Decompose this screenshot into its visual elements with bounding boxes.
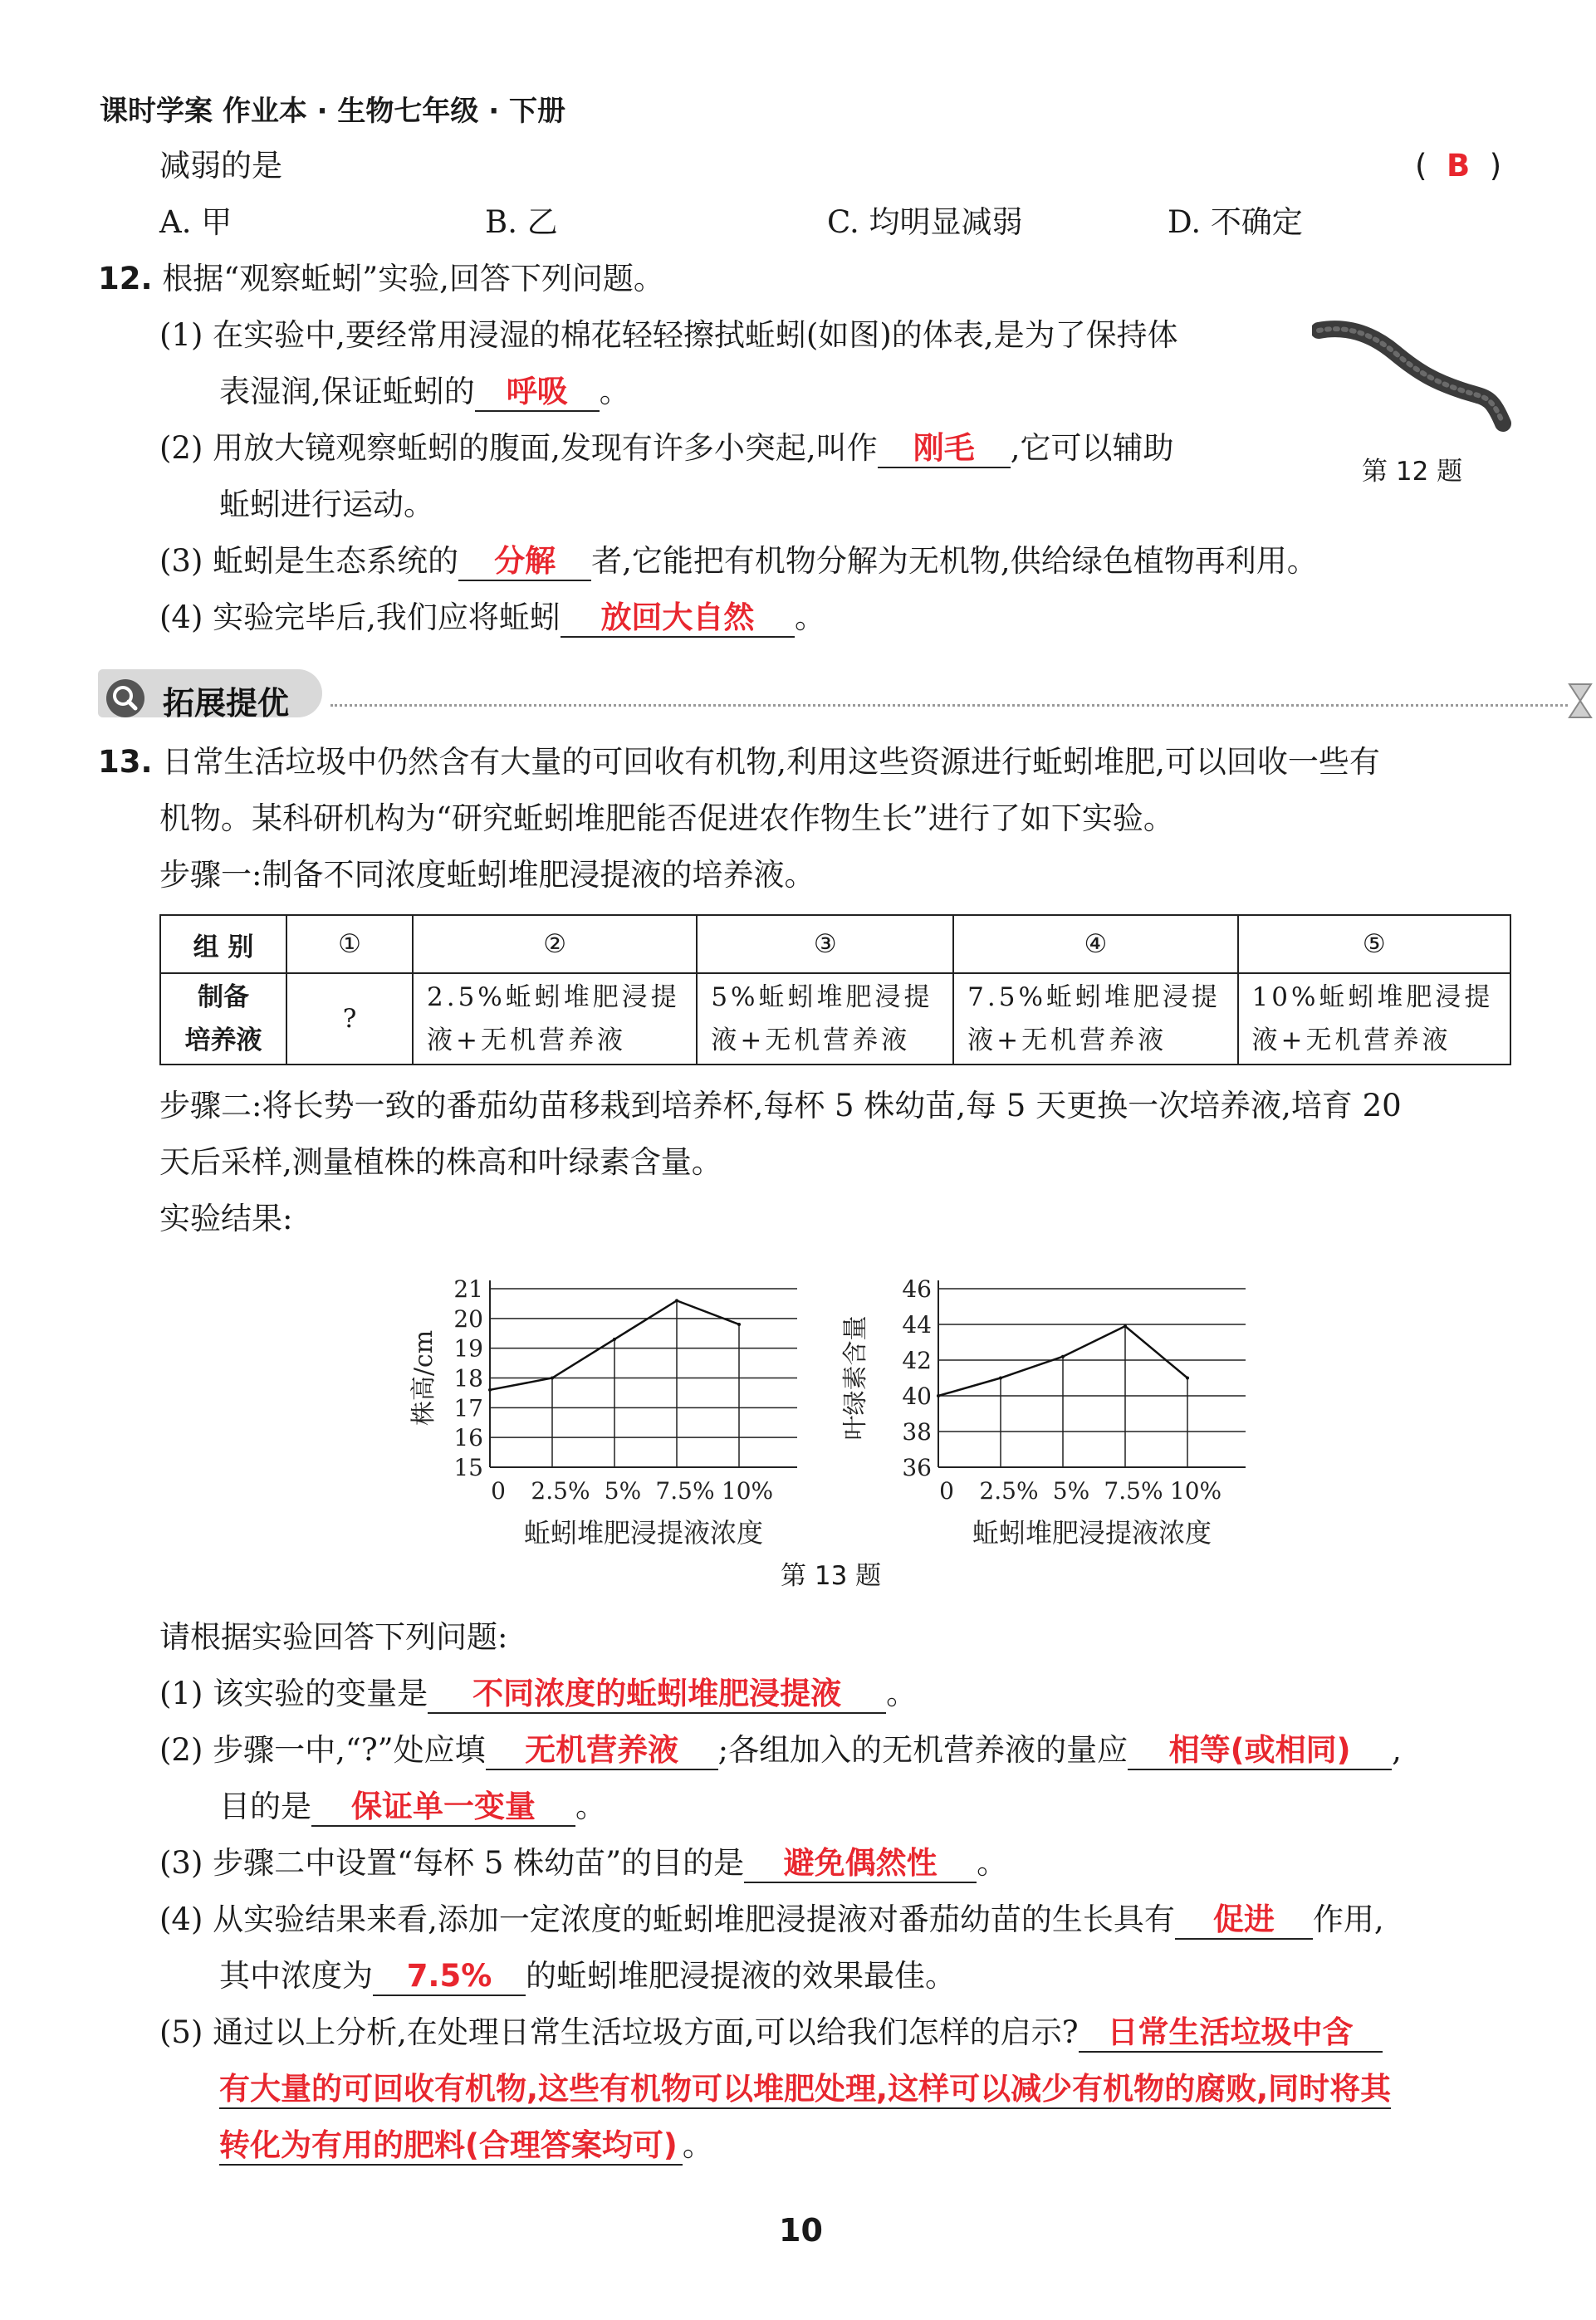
q12-part3-text: (3) 蚯蚓是生态系统的 [159,543,459,579]
q13-answer-2b [219,1787,606,1827]
q11-option-b: B. 乙 [485,204,558,240]
q12-stem-line [98,259,664,299]
x-tick-label: 5% [604,1477,642,1505]
q12-part2-b: 蚯蚓进行运动。 [219,487,434,522]
y-tick-label: 46 [902,1275,932,1303]
q12-part2-a-text: (2) 用放大镜观察蚯蚓的腹面,发现有许多小突起,叫作 [159,430,878,466]
table-row-label-2: 培养液 [184,1025,262,1055]
q12-part2-a [159,428,1173,468]
q12-part3-answer: 分解 [494,543,556,579]
x-tick-label: 7.5% [655,1477,715,1505]
q13-a1-blank[interactable] [428,1676,886,1714]
x-tick-label: 2.5% [531,1477,590,1505]
q12-part4-text: (4) 实验完毕后,我们应将蚯蚓 [159,600,561,635]
q13-a2-text: (2) 步骤一中,“?”处应填 [159,1732,486,1768]
y-tick-label: 42 [902,1347,932,1374]
q12-figure-caption: 第 12 题 [1362,457,1463,487]
x-tick-label: 5% [1052,1477,1090,1505]
table-cell-3: 5%蚯蚓堆肥浸提液+无机营养液 [697,973,953,1065]
q13-a2-blank-3[interactable] [311,1789,575,1827]
table-cell-5: 10%蚯蚓堆肥浸提液+无机营养液 [1238,973,1511,1065]
q13-a5-blank-2[interactable] [219,2071,1391,2109]
q13-number: 13. [98,744,153,780]
earthworm-image [1312,307,1520,448]
y-tick-label: 36 [902,1454,932,1481]
x-tick-label: 0 [939,1477,954,1505]
q12-part2-blank[interactable] [878,430,1011,468]
q12-stem: 根据“观察蚯蚓”实验,回答下列问题。 [162,261,664,296]
table-cell-2: 2.5%蚯蚓堆肥浸提液+无机营养液 [413,973,697,1065]
q13-a4-text: (4) 从实验结果来看,添加一定浓度的蚯蚓堆肥浸提液对番茄幼苗的生长具有 [159,1902,1175,1937]
q13-stem-b: 机物。某科研机构为“研究蚯蚓堆肥能否促进农作物生长”进行了如下实验。 [159,800,1174,836]
q13-answer-2 [159,1730,1402,1770]
table-body-row [160,973,1510,1065]
data-point [488,1388,492,1392]
q13-answer-5b [219,2069,1391,2109]
section-divider [330,704,1568,707]
q13-a4b-text: 其中浓度为 [219,1958,373,1994]
x-axis-label: 蚯蚓堆肥浸提液浓度 [523,1517,764,1546]
q11-stem-tail: 减弱的是 [159,148,282,184]
hourglass-icon [1566,681,1594,721]
y-tick-label: 17 [453,1394,483,1422]
q13-a4-blank-1[interactable] [1175,1902,1313,1940]
culture-table [159,914,1511,1065]
plant-height-chart [407,1255,839,1546]
q13-a2b-text: 目的是 [219,1789,311,1824]
data-point [1186,1377,1189,1380]
q12-part1-a: (1) 在实验中,要经常用浸湿的棉花轻轻擦拭蚯蚓(如图)的体表,是为了保持体 [159,317,1178,353]
data-point [1061,1355,1065,1358]
q13-a4-end: 作用, [1312,1902,1384,1937]
q13-a2-answer-3: 保证单一变量 [351,1789,536,1824]
x-axis-label: 蚯蚓堆肥浸提液浓度 [972,1517,1212,1546]
table-group-2: ② [413,915,697,973]
q13-a5-blank-1[interactable] [1079,2014,1383,2053]
y-tick-label: 18 [453,1364,483,1392]
q13-a1-answer: 不同浓度的蚯蚓堆肥浸提液 [472,1676,842,1711]
y-axis-label: 叶绿素含量 [841,1315,870,1441]
q13-stem-a-text: 日常生活垃圾中仍然含有大量的可回收有机物,利用这些资源进行蚯蚓堆肥,可以回收一些有 [162,744,1380,780]
q12-part4-end: 。 [794,600,825,635]
q12-number: 12. [98,261,153,296]
q13-a5-text: (5) 通过以上分析,在处理日常生活垃圾方面,可以给我们怎样的启示? [159,2014,1079,2050]
q12-part1-b-text: 表湿润,保证蚯蚓的 [219,374,475,409]
q12-part3-end: 者,它能把有机物分解为无机物,供给绿色植物再利用。 [591,543,1318,579]
table-group-4: ④ [953,915,1237,973]
q13-answer-5c [219,2126,713,2166]
y-tick-label: 16 [453,1424,483,1452]
table-row-label-1: 制备 [198,982,249,1012]
q13-a2-blank-2[interactable] [1128,1732,1392,1770]
table-cell-1: ? [286,973,413,1065]
q11-option-a: A. 甲 [159,204,233,240]
q13-a2-answer-2: 相等(或相同) [1168,1732,1351,1768]
q11-answer: B [1446,148,1471,184]
y-tick-label: 15 [453,1454,483,1481]
q13-a5-end: 。 [682,2127,713,2163]
section-header [98,664,1510,722]
q12-part1-blank[interactable] [475,374,600,412]
data-point [737,1323,741,1326]
y-tick-label: 38 [902,1418,932,1446]
q13-a4-answer-1: 促进 [1212,1902,1275,1937]
running-header: 课时学案 作业本 · 生物七年级 · 下册 [100,95,566,128]
x-tick-label: 10% [721,1477,774,1505]
data-point [675,1299,678,1302]
q13-answer-5 [159,2013,1383,2053]
data-point [1124,1324,1127,1328]
q12-part1-answer: 呼吸 [506,374,568,409]
q12-part3 [159,541,1318,581]
q13-a5-answer-3: 转化为有用的肥料(合理答案均可) [219,2127,678,2163]
table-group-1: ① [286,915,413,973]
q13-result-label: 实验结果: [159,1201,293,1236]
q13-answer-1 [159,1674,917,1714]
q13-a3-blank[interactable] [744,1845,977,1883]
q13-a3-text: (3) 步骤二中设置“每杯 5 株幼苗”的目的是 [159,1845,745,1881]
y-tick-label: 19 [453,1334,483,1363]
data-point [551,1377,554,1380]
q13-a3-end: 。 [977,1845,1008,1881]
q13-answer-4b [219,1956,956,1996]
x-tick-label: 10% [1169,1477,1222,1505]
q13-a2-end: , [1392,1732,1402,1768]
data-point [937,1394,940,1397]
chlorophyll-chart [830,1255,1279,1546]
q13-a1-end: 。 [886,1676,918,1711]
q13-a4b-end: 的蚯蚓堆肥浸提液的效果最佳。 [526,1958,956,1994]
q13-a5-answer-1: 日常生活垃圾中含 [1107,2014,1354,2050]
q13-a2-answer-1: 无机营养液 [525,1732,679,1768]
q12-part2-a-end: ,它可以辅助 [1010,430,1174,466]
q12-part4 [159,598,825,638]
y-tick-label: 40 [902,1383,932,1410]
q13-a2b-end: 。 [575,1789,606,1824]
q11-answer-paren: ( B ) [1415,148,1502,184]
q12-part1-b-end: 。 [599,374,630,409]
y-tick-label: 20 [453,1304,483,1333]
table-header-row [160,915,1510,973]
x-tick-label: 7.5% [1104,1477,1163,1505]
table-group-3: ③ [697,915,953,973]
q12-part2-answer: 刚毛 [913,430,975,466]
q13-step1: 步骤一:制备不同浓度蚯蚓堆肥浸提液的培养液。 [159,857,815,893]
q13-answer-4 [159,1900,1384,1940]
q11-option-c: C. 均明显减弱 [827,204,1023,240]
y-tick-label: 21 [453,1275,483,1303]
q13-ask: 请根据实验回答下列问题: [159,1619,508,1655]
table-row-label [160,973,286,1065]
page-number: 10 [779,2212,823,2249]
q13-a1-text: (1) 该实验的变量是 [159,1676,428,1711]
section-tag [98,669,322,722]
q13-a3-answer: 避免偶然性 [783,1845,938,1881]
q13-a4-answer-2: 7.5% [406,1958,492,1994]
magnifier-icon [106,679,144,717]
q13-a5-answer-2: 有大量的可回收有机物,这些有机物可以堆肥处理,这样可以减少有机物的腐败,同时将其 [219,2071,1392,2107]
q13-a2-mid: ;各组加入的无机营养液的量应 [717,1732,1128,1768]
q12-part1-b [219,372,630,412]
data-point [999,1377,1002,1380]
table-cell-4: 7.5%蚯蚓堆肥浸提液+无机营养液 [953,973,1237,1065]
q13-a5-blank-3[interactable] [219,2127,683,2166]
q13-figure-caption: 第 13 题 [781,1561,882,1591]
data-point [613,1338,616,1341]
q13-stem-a [98,742,1380,782]
q12-part3-blank[interactable] [458,543,591,581]
table-group-5: ⑤ [1238,915,1511,973]
q13-a4-blank-2[interactable] [373,1958,526,1996]
x-tick-label: 2.5% [979,1477,1039,1505]
q11-option-d: D. 不确定 [1168,204,1303,240]
q13-step2-a: 步骤二:将长势一致的番茄幼苗移栽到培养杯,每杯 5 株幼苗,每 5 天更换一次培养液,培育 20 [159,1088,1402,1123]
x-tick-label: 0 [491,1477,506,1505]
q12-part4-answer: 放回大自然 [600,600,755,635]
q13-answer-3 [159,1843,1007,1883]
y-axis-label: 株高/cm [409,1329,438,1427]
y-tick-label: 44 [902,1311,932,1339]
table-header-label: 组 别 [160,915,286,973]
section-title: 拓展提优 [163,685,290,722]
q13-step2-b: 天后采样,测量植株的株高和叶绿素含量。 [159,1144,722,1180]
q13-a2-blank-1[interactable] [486,1732,718,1770]
q12-part4-blank[interactable] [561,600,795,638]
